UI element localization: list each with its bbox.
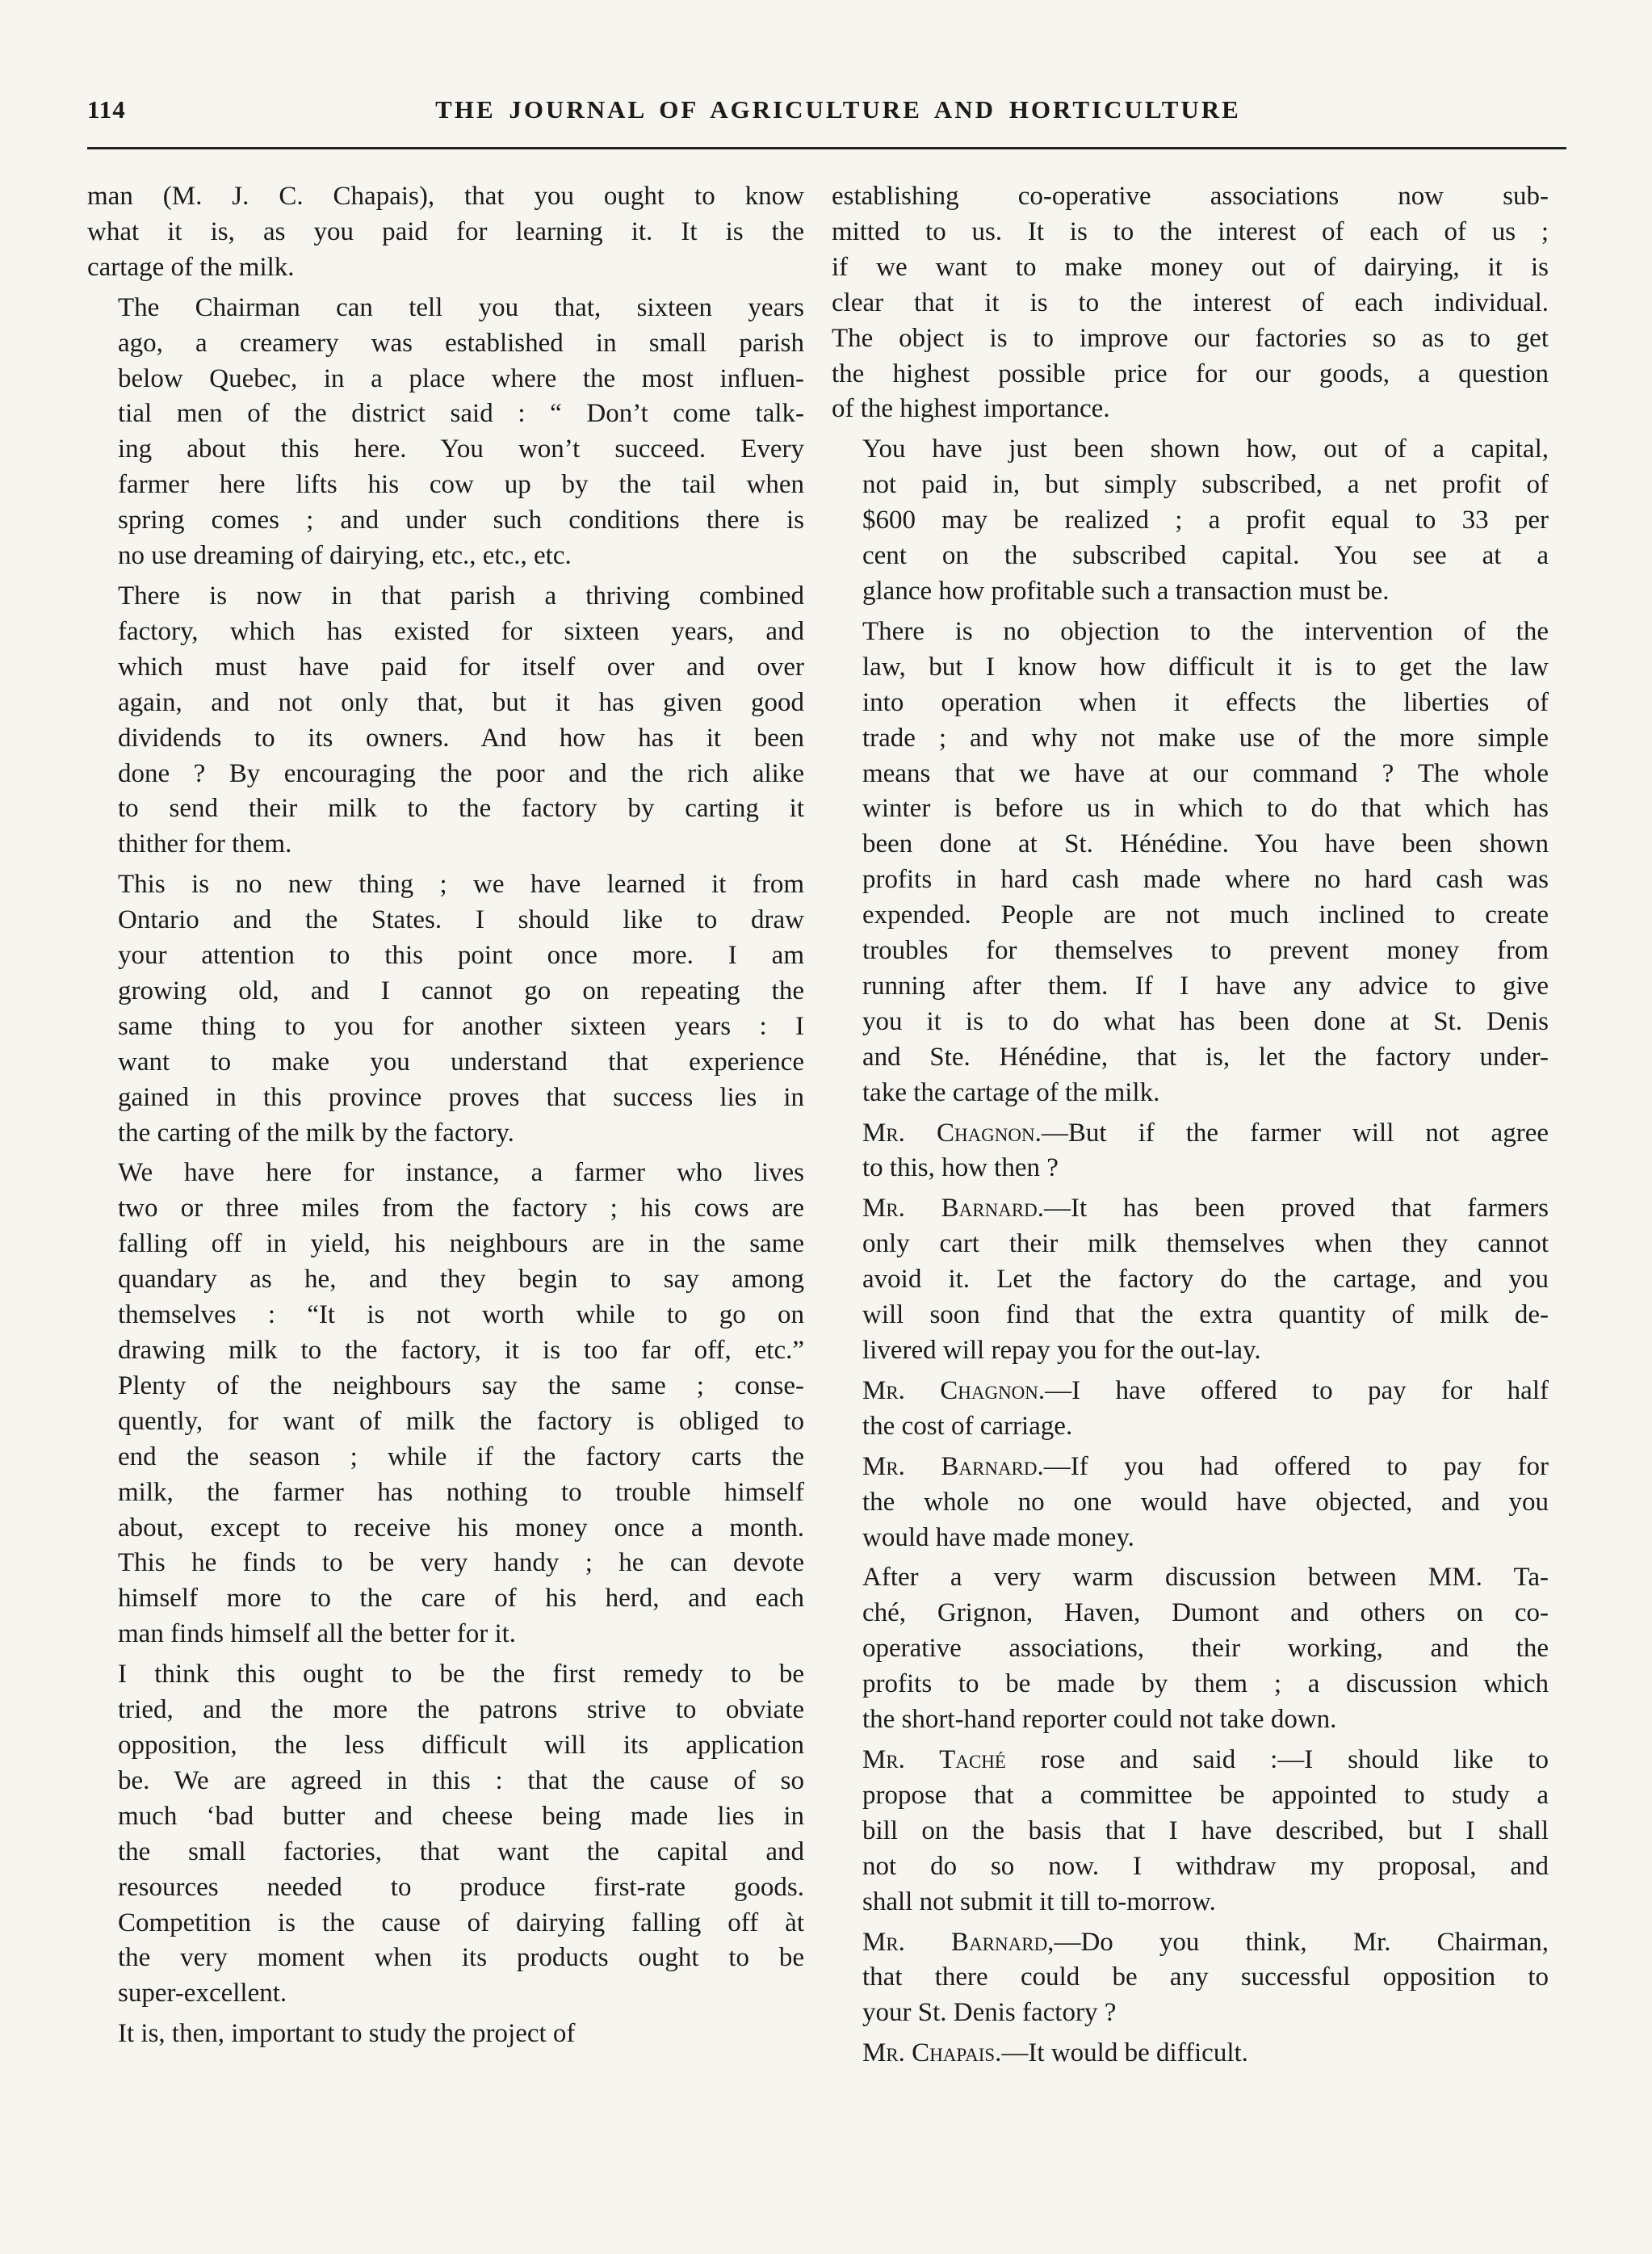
text-line: clear that it is to the interest of each individual. xyxy=(832,288,1549,317)
running-title: THE JOURNAL OF AGRICULTURE AND HORTICULTURE xyxy=(435,95,1241,124)
text-line: which must have paid for itself over and over xyxy=(118,652,804,682)
text-line: be. We are agreed in this : that the cause of so xyxy=(118,1765,804,1795)
paragraph xyxy=(832,432,1549,610)
speaker-text: rose and said :—I should like to xyxy=(1005,1744,1549,1774)
text-line: There is now in that parish a thriving combined xyxy=(118,581,804,611)
text-line: opposition, the less difficult will its application xyxy=(118,1730,804,1760)
text-line: not paid in, but simply subscribed, a net profit of xyxy=(862,470,1549,500)
text-line: the highest possible price for our goods, a question xyxy=(832,359,1549,388)
text-line: This is no new thing ; we have learned it from xyxy=(118,870,804,900)
text-line: himself more to the care of his herd, and each xyxy=(118,1584,804,1614)
text-line: done ? By encouraging the poor and the rich alike xyxy=(118,758,804,788)
text-line: Ontario and the States. I should like to draw xyxy=(118,905,804,935)
text-line: of the highest importance. xyxy=(832,394,1110,424)
text-line: spring comes ; and under such conditions there is xyxy=(118,506,804,535)
text-line: Competition is the cause of dairying falling off àt xyxy=(118,1908,804,1937)
text-line: will soon find that the extra quantity of milk de- xyxy=(862,1300,1549,1330)
text-line: establishing co-operative associations now sub- xyxy=(832,182,1549,211)
text-line: that there could be any successful opposition to xyxy=(862,1962,1549,1992)
text-line: cartage of the milk. xyxy=(87,252,295,282)
text-line: ing about this here. You won’t succeed. Every xyxy=(118,434,804,464)
text-line: much ‘bad butter and cheese being made lies in xyxy=(118,1801,804,1831)
text-line: tial men of the district said : “ Don’t come talk- xyxy=(118,399,804,429)
speaker-text: —It has been proved that farmers xyxy=(1044,1194,1549,1224)
text-line: The Chairman can tell you that, sixteen years xyxy=(118,292,804,322)
text-line: means that we have at our command ? The whole xyxy=(862,758,1549,788)
text-line: growing old, and I cannot go on repeating the xyxy=(118,976,804,1005)
left-column xyxy=(87,179,804,2052)
text-line xyxy=(832,1743,1549,1778)
text-line: propose that a committee be appointed to study a xyxy=(862,1780,1549,1810)
text-line: the very moment when its products ought to be xyxy=(118,1943,804,1973)
paragraph xyxy=(832,1560,1549,1738)
text-line: winter is before us in which to do that which has xyxy=(862,794,1549,824)
text-line: to send their milk to the factory by carting it xyxy=(118,794,804,824)
text-line: Plenty of the neighbours say the same ; conse- xyxy=(118,1370,804,1400)
paragraph xyxy=(832,615,1549,1111)
paragraph xyxy=(832,1191,1549,1369)
text-line: if we want to make money out of dairying, it is xyxy=(832,252,1549,282)
text-line: thither for them. xyxy=(118,829,292,859)
text-line: profits in hard cash made where no hard cash was xyxy=(862,865,1549,895)
paragraph xyxy=(87,2017,804,2052)
text-line: farmer here lifts his cow up by the tail when xyxy=(118,470,804,500)
text-line: super-excellent. xyxy=(118,1979,287,2008)
speaker-name: Mr. Chagnon. xyxy=(862,1118,1042,1148)
text-line: two or three miles from the factory ; his cows are xyxy=(118,1194,804,1224)
text-line: glance how profitable such a transaction must be. xyxy=(862,576,1390,606)
text-line: gained in this province proves that success lies in xyxy=(118,1082,804,1112)
paragraph xyxy=(832,1925,1549,2032)
text-line: man (M. J. C. Chapais), that you ought to know xyxy=(87,182,804,211)
text-line: This he finds to be very handy ; he can devote xyxy=(118,1548,804,1578)
speaker-name: Mr. Chapais. xyxy=(862,2038,1002,2068)
speaker-text: —But if the farmer will not agree xyxy=(1041,1118,1549,1148)
text-line: ché, Grignon, Haven, Dumont and others on co- xyxy=(862,1598,1549,1628)
text-line: the carting of the milk by the factory. xyxy=(118,1118,514,1148)
paragraph xyxy=(832,179,1549,427)
text-line: take the cartage of the milk. xyxy=(862,1077,1160,1107)
text-line: mitted to us. It is to the interest of each of us ; xyxy=(832,216,1549,246)
text-line: profits to be made by them ; a discussion which xyxy=(862,1669,1549,1699)
text-line: After a very warm discussion between MM. Ta- xyxy=(862,1563,1549,1593)
text-line: what it is, as you paid for learning it. It is the xyxy=(87,216,804,246)
text-line: tried, and the more the patrons strive to obviate xyxy=(118,1695,804,1725)
text-line: end the season ; while if the factory carts the xyxy=(118,1442,804,1471)
text-line: below Quebec, in a place where the most influen- xyxy=(118,363,804,393)
text-line: drawing milk to the factory, it is too far off, etc.” xyxy=(118,1336,804,1365)
paragraph xyxy=(87,579,804,863)
text-line xyxy=(832,1925,1549,1961)
text-line: the whole no one would have objected, and you xyxy=(862,1487,1549,1517)
text-line: You have just been shown how, out of a capital, xyxy=(862,434,1549,464)
text-line: milk, the farmer has nothing to trouble himself xyxy=(118,1477,804,1507)
text-line: We have here for instance, a farmer who lives xyxy=(118,1158,804,1188)
text-line: your St. Denis factory ? xyxy=(862,1998,1117,2028)
text-line: not do so now. I withdraw my proposal, and xyxy=(862,1851,1549,1881)
paragraph xyxy=(832,2036,1549,2071)
text-line xyxy=(832,2036,1549,2071)
text-line: factory, which has existed for sixteen years, and xyxy=(118,616,804,646)
text-line xyxy=(832,1191,1549,1227)
text-line: dividends to its owners. And how has it been xyxy=(118,723,804,753)
text-line: the small factories, that want the capital and xyxy=(118,1836,804,1866)
paragraph xyxy=(87,179,804,286)
text-line: same thing to you for another sixteen years : I xyxy=(118,1011,804,1041)
paragraph xyxy=(87,1156,804,1652)
speaker-name: Mr. Taché xyxy=(862,1744,1006,1774)
text-line: themselves : “It is not worth while to go on xyxy=(118,1300,804,1330)
speaker-text: —I have offered to pay for half xyxy=(1045,1375,1549,1405)
text-line: bill on the basis that I have described, but I shall xyxy=(862,1815,1549,1845)
paragraph xyxy=(87,867,804,1151)
text-line: cent on the subscribed capital. You see at a xyxy=(862,541,1549,571)
text-line xyxy=(832,1450,1549,1485)
text-line: ago, a creamery was established in small parish xyxy=(118,328,804,358)
paragraph xyxy=(87,291,804,574)
text-line: shall not submit it till to-morrow. xyxy=(862,1887,1216,1916)
speaker-text: —Do you think, Mr. Chairman, xyxy=(1054,1927,1549,1957)
text-line: operative associations, their working, and the xyxy=(862,1634,1549,1664)
speaker-name: Mr. Barnard, xyxy=(862,1927,1055,1957)
paragraph xyxy=(87,1657,804,2012)
text-line: troubles for themselves to prevent money from xyxy=(862,936,1549,966)
text-line: quently, for want of milk the factory is obliged to xyxy=(118,1406,804,1436)
paragraph xyxy=(832,1374,1549,1445)
text-line: no use dreaming of dairying, etc., etc., etc. xyxy=(118,541,572,571)
text-line: law, but I know how difficult it is to get the law xyxy=(862,652,1549,682)
text-line: falling off in yield, his neighbours are in the same xyxy=(118,1229,804,1259)
text-line: the cost of carriage. xyxy=(862,1411,1073,1441)
text-line: only cart their milk themselves when they cannot xyxy=(862,1229,1549,1259)
header-rule xyxy=(87,147,1566,149)
text-line: into operation when it effects the liberties of xyxy=(862,687,1549,717)
paragraph xyxy=(832,1743,1549,1920)
text-line: avoid it. Let the factory do the cartage, and you xyxy=(862,1265,1549,1295)
text-line: trade ; and why not make use of the more simple xyxy=(862,723,1549,753)
right-column xyxy=(832,179,1549,2071)
text-line: about, except to receive his money once a month. xyxy=(118,1513,804,1543)
speaker-name: Mr. Barnard. xyxy=(862,1451,1044,1481)
text-line: the short-hand reporter could not take down. xyxy=(862,1705,1337,1735)
text-line: man finds himself all the better for it. xyxy=(118,1619,517,1649)
text-line: to this, how then ? xyxy=(862,1153,1059,1183)
page-number: 114 xyxy=(87,95,126,124)
paragraph xyxy=(832,1450,1549,1556)
text-line: The object is to improve our factories so as to get xyxy=(832,323,1549,353)
text-line: again, and not only that, but it has given good xyxy=(118,687,804,717)
text-line: you it is to do what has been done at St. Denis xyxy=(862,1006,1549,1036)
text-line: livered will repay you for the out-lay. xyxy=(862,1336,1261,1365)
text-line: $600 may be realized ; a profit equal to 33 per xyxy=(862,506,1549,535)
speaker-text: —It would be difficult. xyxy=(1001,2038,1248,2068)
text-line: resources needed to produce first-rate goods. xyxy=(118,1872,804,1902)
text-line: There is no objection to the intervention of the xyxy=(862,616,1549,646)
text-line: quandary as he, and they begin to say among xyxy=(118,1265,804,1295)
speaker-text: —If you had offered to pay for xyxy=(1043,1451,1549,1481)
text-line: It is, then, important to study the project of xyxy=(118,2019,576,2049)
text-line: running after them. If I have any advice to give xyxy=(862,971,1549,1001)
page-header xyxy=(87,95,1566,141)
text-line: expended. People are not much inclined to create xyxy=(862,900,1549,930)
text-line: I think this ought to be the first remedy to be xyxy=(118,1660,804,1689)
text-line: and Ste. Hénédine, that is, let the factory under- xyxy=(862,1042,1549,1072)
paragraph xyxy=(832,1116,1549,1187)
text-line: want to make you understand that experience xyxy=(118,1047,804,1077)
speaker-name: Mr. Barnard. xyxy=(862,1194,1045,1224)
text-line xyxy=(832,1116,1549,1152)
text-line: your attention to this point once more. I am xyxy=(118,941,804,971)
text-line: been done at St. Hénédine. You have been shown xyxy=(862,829,1549,859)
text-line xyxy=(832,1374,1549,1409)
text-line: would have made money. xyxy=(862,1522,1134,1552)
speaker-name: Mr. Chagnon. xyxy=(862,1375,1046,1405)
